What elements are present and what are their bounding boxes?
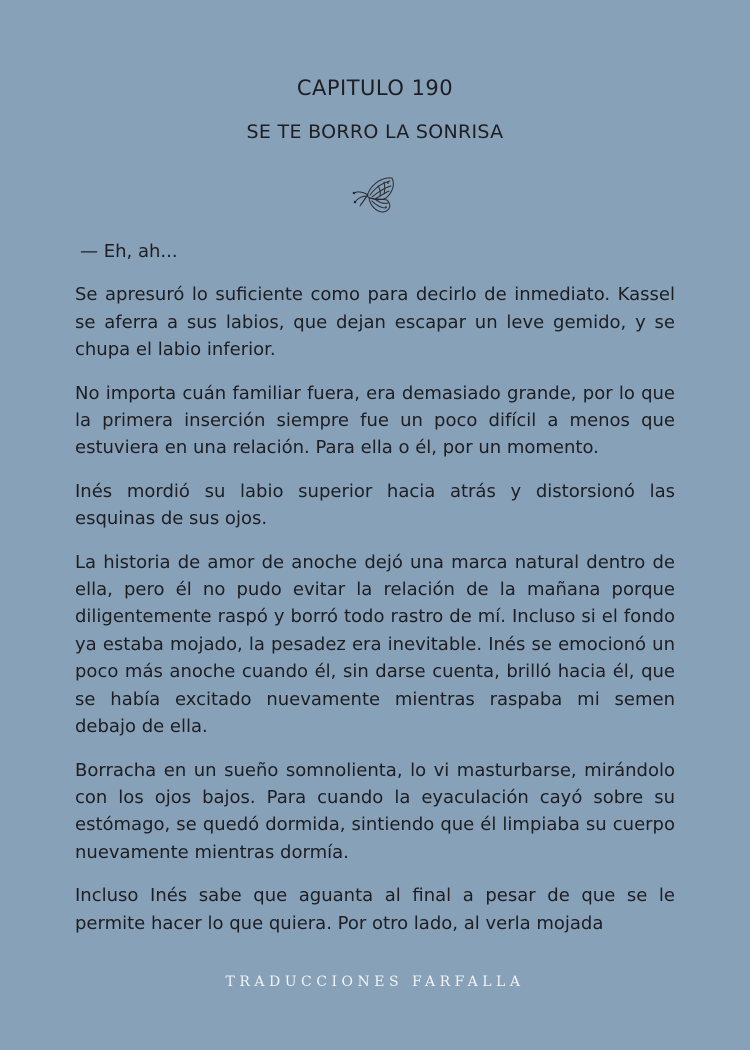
paragraph: Incluso Inés sabe que aguanta al final a pesar de que se le permite hacer lo que quiera. Por otro lado, al verla mojada xyxy=(75,885,675,934)
butterfly-icon xyxy=(350,174,398,216)
paragraph: Borracha en un sueño somnolienta, lo vi masturbarse, mirándolo con los ojos bajos. Para cuando la eyaculación cayó sobre su estómago, se quedó dormida, sintiendo que él limpiaba su cuerpo nuevamente mientras dormía. xyxy=(75,759,675,863)
chapter-subtitle: SE TE BORRO LA SONRISA xyxy=(246,121,504,143)
paragraph: La historia de amor de anoche dejó una marca natural dentro de ella, pero él no pudo evitar la relación de la mañana porque diligentemente raspó y borró todo rastro de mí. Incluso si el fondo ya estaba mojado, la pesadez era inevitable. Inés se emocionó un poco más anoche cuando él, sin darse cuenta, brilló hacia él, que se había excitado nuevamente mientras raspaba mi semen debajo de ella. xyxy=(75,551,675,738)
chapter-body xyxy=(75,238,675,972)
paragraph: Se apresuró lo suficiente como para decirlo de inmediato. Kassel se aferra a sus labios, que dejan escapar un leve gemido, y se chupa el labio inferior. xyxy=(75,284,675,361)
paragraph: No importa cuán familiar fuera, era demasiado grande, por lo que la primera inserción siempre fue un poco difícil a menos que estuviera en una relación. Para ella o él, por un momento. xyxy=(75,382,675,459)
paragraph: — Eh, ah... xyxy=(80,241,178,262)
paragraph: Inés mordió su labio superior hacia atrás y distorsionó las esquinas de sus ojos. xyxy=(75,480,675,530)
footer-credit: TRADUCCIONES FARFALLA xyxy=(225,974,525,990)
chapter-title: CAPITULO 190 xyxy=(296,76,454,100)
